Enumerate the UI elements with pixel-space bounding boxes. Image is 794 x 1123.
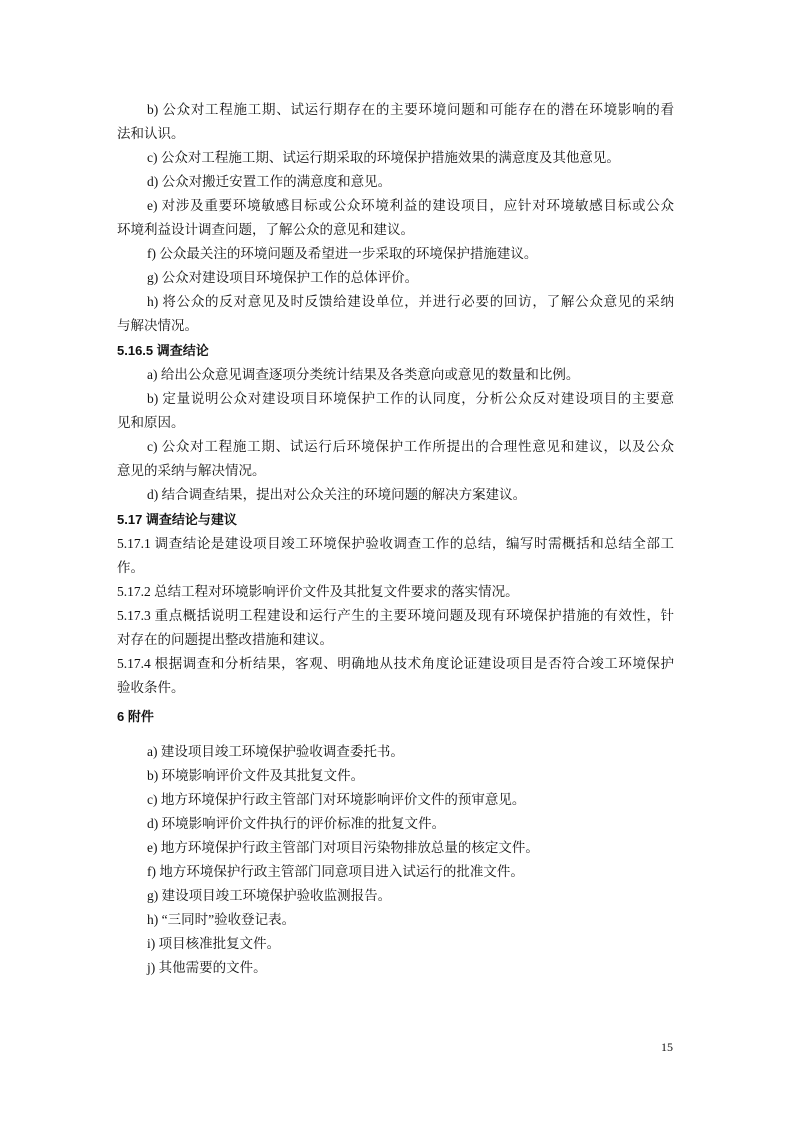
paragraph-5-17-4-line2: 验收条件。: [117, 680, 185, 695]
attachment-item-b: b) 环境影响评价文件及其批复文件。: [147, 768, 365, 783]
list-item-g: g) 公众对建设项目环境保护工作的总体评价。: [147, 270, 419, 285]
conclusion-item-d: d) 结合调查结果，提出对公众关注的环境问题的解决方案建议。: [147, 487, 527, 502]
list-item-b-line2: 法和认识。: [117, 126, 185, 141]
attachment-item-h: h) “三同时”验收登记表。: [147, 912, 296, 927]
page-number: 15: [661, 1040, 673, 1054]
attachment-item-a: a) 建设项目竣工环境保护验收调查委托书。: [147, 744, 404, 759]
conclusion-item-c-line1: c) 公众对工程施工期、试运行后环境保护工作所提出的合理性意见和建议，以及公众: [147, 439, 674, 454]
attachment-item-i: i) 项目核准批复文件。: [147, 936, 281, 951]
attachment-item-f: f) 地方环境保护行政主管部门同意项目进入试运行的批准文件。: [147, 864, 524, 879]
attachment-item-g: g) 建设项目竣工环境保护验收监测报告。: [147, 888, 392, 903]
attachment-item-j: j) 其他需要的文件。: [147, 960, 267, 975]
attachment-item-c: c) 地方环境保护行政主管部门对环境影响评价文件的预审意见。: [147, 792, 526, 807]
list-item-e-line1: e) 对涉及重要环境敏感目标或公众环境利益的建设项目，应针对环境敏感目标或公众: [147, 198, 674, 213]
list-item-f: f) 公众最关注的环境问题及希望进一步采取的环境保护措施建议。: [147, 246, 538, 261]
conclusion-item-c-line2: 意见的采纳与解决情况。: [117, 463, 266, 478]
paragraph-5-17-3-line1: 5.17.3 重点概括说明工程建设和运行产生的主要环境问题及现有环境保护措施的有效性，针: [117, 608, 674, 623]
section-heading-6: 6 附件: [117, 709, 154, 724]
conclusion-item-a: a) 给出公众意见调查逐项分类统计结果及各类意向或意见的数量和比例。: [147, 367, 580, 382]
paragraph-5-17-3-line2: 对存在的问题提出整改措施和建议。: [117, 632, 333, 647]
attachment-item-e: e) 地方环境保护行政主管部门对项目污染物排放总量的核定文件。: [147, 840, 539, 855]
conclusion-item-b-line1: b) 定量说明公众对建设项目环境保护工作的认同度，分析公众反对建设项目的主要意: [147, 391, 674, 406]
list-item-c: c) 公众对工程施工期、试运行期采取的环境保护措施效果的满意度及其他意见。: [147, 150, 620, 165]
paragraph-5-17-1-line1: 5.17.1 调查结论是建设项目竣工环境保护验收调查工作的总结，编写时需概括和总结全部工: [117, 536, 674, 551]
list-item-h-line2: 与解决情况。: [117, 318, 198, 333]
list-item-d: d) 公众对搬迁安置工作的满意度和意见。: [147, 174, 392, 189]
list-item-e-line2: 环境利益设计调查问题，了解公众的意见和建议。: [117, 222, 414, 237]
attachment-item-d: d) 环境影响评价文件执行的评价标准的批复文件。: [147, 816, 446, 831]
conclusion-item-b-line2: 见和原因。: [117, 415, 185, 430]
section-heading-5-16-5: 5.16.5 调查结论: [117, 343, 209, 358]
section-heading-5-17: 5.17 调查结论与建议: [117, 512, 237, 527]
list-item-h-line1: h) 将公众的反对意见及时反馈给建设单位，并进行必要的回访，了解公众意见的采纳: [147, 294, 674, 309]
paragraph-5-17-2: 5.17.2 总结工程对环境影响评价文件及其批复文件要求的落实情况。: [117, 584, 519, 599]
paragraph-5-17-1-line2: 作。: [117, 560, 144, 575]
paragraph-5-17-4-line1: 5.17.4 根据调查和分析结果，客观、明确地从技术角度论证建设项目是否符合竣工环境保护: [117, 656, 674, 671]
list-item-b-line1: b) 公众对工程施工期、试运行期存在的主要环境问题和可能存在的潜在环境影响的看: [147, 102, 674, 117]
